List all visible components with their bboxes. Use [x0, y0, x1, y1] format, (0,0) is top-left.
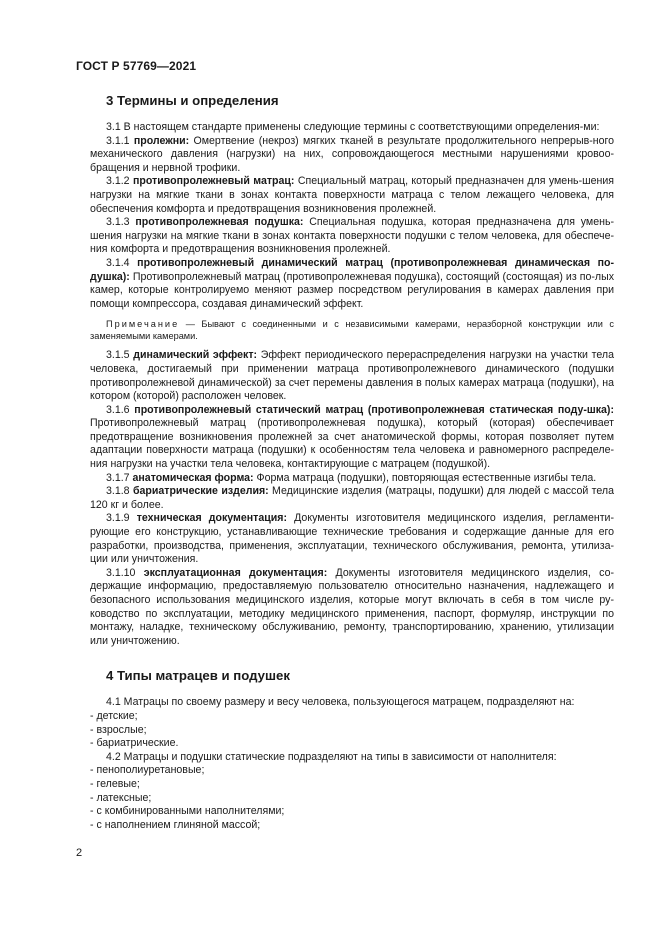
clause-4-2: 4.2 Матрацы и подушки статические подразделяют на типы в зависимости от наполнителя: — [106, 750, 557, 763]
note-label: Примечание — [106, 319, 180, 330]
term-definition: Специальный матрац, который предназначен для умень-шения нагрузки на мягкие ткани в зонах контакта поверхности матраца с телом лежащего человека, для обеспечения комфорта и предотвращения возникновения пролежней. — [90, 175, 614, 215]
term-name: динамический эффект: — [133, 349, 258, 362]
term-name: противопролежневый матрац: — [132, 175, 295, 188]
term-name: техническая документация: — [136, 512, 287, 525]
term-number: 3.1.6 — [106, 403, 130, 416]
term-name: бариатрические изделия: — [132, 485, 269, 498]
term-number: 3.1.10 — [106, 566, 136, 579]
page-number: 2 — [76, 847, 83, 859]
term-definition: Противопролежневый матрац (противопролежневая подушка), который (которая) обеспечивает предотвращение возникновения пролежней за счет анатомической формы, которая позволяет путем адаптации поверхности матраца (подушки) к особенностям тела человека и равномерного распределе-ния нагрузки на участки тела человека, контактирующие с матрацем (подушкой). — [90, 417, 614, 471]
term-definition: Специальная подушка, которая предназначена для умень-шения нагрузки на мягкие ткани в зонах контакта поверхности подушки с телом человека, для обеспече-ния комфорта и предотвращения возникновения пролежней. — [90, 216, 614, 256]
term-3-1-2 — [90, 175, 614, 216]
note-text: — Бывают с соединенными и с независимыми камерами, неразборной конструкции или с заменяемыми камерами. — [90, 319, 614, 342]
list-item: - бариатрические. — [90, 737, 179, 750]
term-3-1-9 — [90, 512, 614, 566]
term-3-1-8 — [90, 485, 614, 512]
term-number: 3.1.2 — [106, 175, 130, 188]
term-3-1-4 — [90, 257, 614, 311]
term-definition: Противопролежневый матрац (противопролежневая подушка), состоящий (состоящая) из по-лых камер, которые контролируемо меняют размер посредством регулирования в камерах давления при помощи компрессора, создавая динамический эффект. — [90, 270, 614, 310]
list-4-1 — [90, 710, 614, 751]
term-name: эксплуатационная документация: — [143, 566, 328, 579]
term-definition: Эффект периодического перераспределения нагрузки на участки тела человека, достигаемый при применении матраца противопролежневого динамического (подушки противопролежневой динамической) за счет перемены давления в полых камерах матраца (подушки), на котором (которой) расположен человек. — [90, 349, 614, 403]
term-definition: Документы изготовителя медицинского изделия, со-держащие информацию, предоставляемую пользователю относительно назначения, надлежащего и безопасного использования медицинского изделия, которые могут включать в себя в том числе ру-ководство по эксплуатации, методику медицинского применения, паспорт, формуляр, инструкции по монтажу, наладке, техническому обслуживанию, ремонту, транспортированию, хранению, утилизации или уничтожению. — [90, 566, 614, 647]
list-item: - взрослые; — [90, 723, 147, 736]
term-number: 3.1.4 — [106, 256, 130, 269]
list-4-2 — [90, 764, 614, 832]
term-name: противопролежневый статический матрац (противопролежневая статическая поду-шка): — [134, 403, 614, 416]
term-definition: Форма матраца (подушки), повторяющая естественные изгибы тела. — [253, 471, 597, 484]
page-content — [90, 93, 614, 832]
section-3-title: 3 Термины и определения — [106, 93, 279, 108]
term-name: противопролежневый динамический матрац (противопролежневая динамическая по-душка): — [90, 256, 614, 283]
term-name: пролежни: — [133, 134, 190, 147]
list-item: - с комбинированными наполнителями; — [90, 805, 285, 818]
clause-4-1: 4.1 Матрацы по своему размеру и весу человека, пользующегося матрацем, подразделяют на: — [106, 696, 575, 709]
term-3-1-3 — [90, 216, 614, 257]
term-3-1-10 — [90, 567, 614, 649]
note-3-1-4 — [90, 318, 614, 342]
standard-header: ГОСТ Р 57769—2021 — [76, 59, 197, 73]
term-3-1-7 — [90, 472, 614, 486]
term-definition: Документы изготовителя медицинского изделия, регламенти-рующие его конструкцию, устанавливающие технические требования и содержащие данные для его разработки, производства, применения, эксплуатации, технического обслуживания, ремонта, утилиза-ции или уничтожения. — [90, 512, 614, 566]
term-3-1-6 — [90, 404, 614, 472]
section-4-title: 4 Типы матрацев и подушек — [106, 668, 290, 684]
term-definition: Омертвение (некроз) мягких тканей в результате продолжительного непрерыв-ного механического давления (нагрузки) на них, сопровождающегося местными нарушениями кровоо-бращения и нервной трофики. — [90, 134, 614, 174]
term-number: 3.1.1 — [106, 134, 130, 147]
list-item: - детские; — [90, 709, 138, 722]
list-item: - латексные; — [90, 791, 152, 804]
term-3-1-1 — [90, 135, 614, 176]
term-number: 3.1.8 — [106, 485, 130, 498]
list-item: - пенополиуретановые; — [90, 764, 205, 777]
term-number: 3.1.9 — [106, 512, 130, 525]
term-number: 3.1.7 — [106, 471, 130, 484]
clause-3-1: 3.1 В настоящем стандарте применены следующие термины с соответствующими определения-ми: — [106, 121, 600, 133]
term-3-1-5 — [90, 349, 614, 403]
term-name: анатомическая форма: — [132, 471, 254, 484]
list-item: - с наполнением глиняной массой; — [90, 818, 261, 831]
term-name: противопролежневая подушка: — [135, 216, 304, 229]
list-item: - гелевые; — [90, 777, 140, 790]
term-definition: Медицинские изделия (матрацы, подушки) для людей с массой тела 120 кг и более. — [90, 485, 614, 511]
term-number: 3.1.3 — [106, 216, 130, 229]
term-number: 3.1.5 — [106, 349, 130, 362]
